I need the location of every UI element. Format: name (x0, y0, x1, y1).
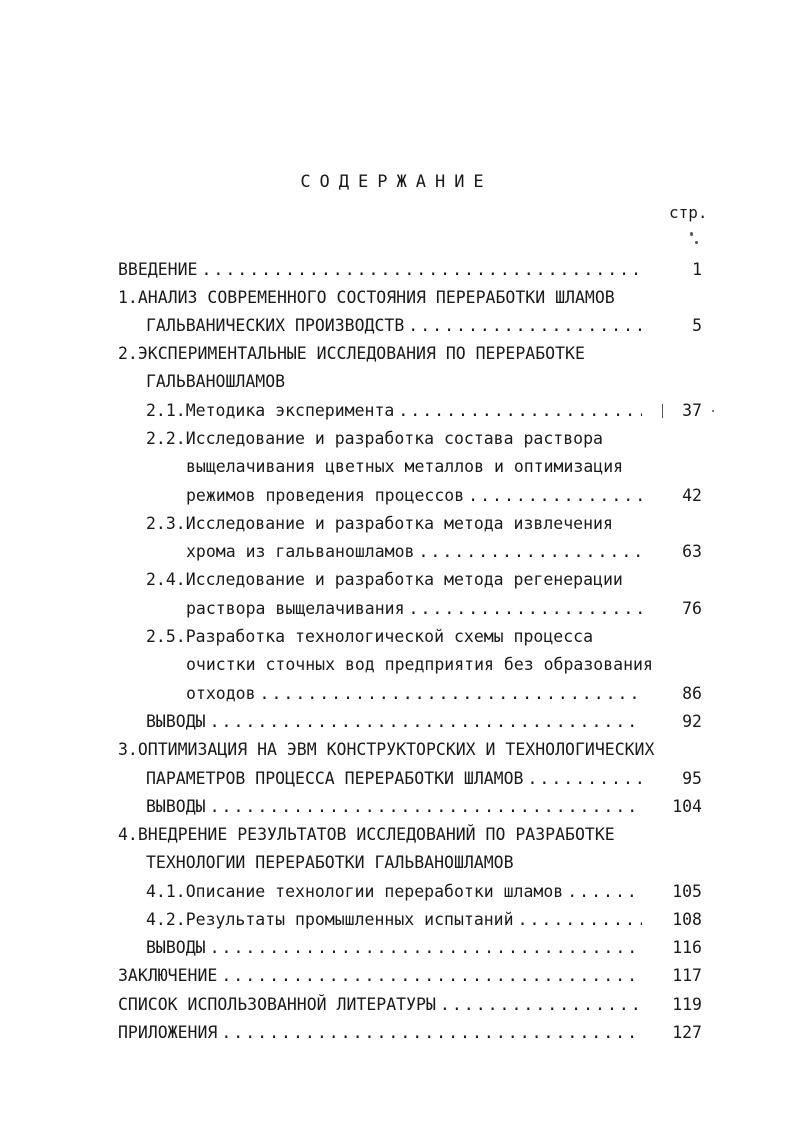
toc-leader-dots (408, 314, 642, 338)
toc-leader-dots (221, 1021, 642, 1045)
toc-entry-title: СПИСОК ИСПОЛЬЗОВАННОЙ ЛИТЕРАТУРЫ (118, 995, 436, 1014)
toc-leader-dots (210, 795, 642, 819)
toc-entry-title: режимов проведения процессов (186, 486, 465, 505)
scan-speck (662, 404, 663, 418)
toc-entry (186, 682, 642, 706)
toc-entry-title: ТЕХНОЛОГИИ ПЕРЕРАБОТКИ ГАЛЬВАНОШЛАМОВ (146, 853, 514, 872)
toc-page-number: 37 (682, 401, 702, 420)
toc-leader-dots (440, 993, 642, 1017)
toc-entry-title: 2.ЭКСПЕРИМЕНТАЛЬНЫЕ ИССЛЕДОВАНИЯ ПО ПЕРЕРАБОТКЕ (118, 344, 585, 363)
toc-entry (146, 568, 660, 592)
toc-page-number: 86 (682, 684, 702, 703)
toc-page-number: 42 (682, 486, 702, 505)
toc-leader-dots (260, 682, 642, 706)
toc-entry-title: ВВЕДЕНИЕ (118, 260, 198, 279)
toc-entry-title: ПАРАМЕТРОВ ПРОЦЕССА ПЕРЕРАБОТКИ ШЛАМОВ (146, 769, 524, 788)
toc-entry-title: ЗАКЛЮЧЕНИЕ (118, 966, 218, 985)
toc-page-number: 108 (672, 910, 702, 929)
toc-entry-title: 2.2.Исследование и разработка состава раствора (146, 429, 603, 448)
toc-page-number: 92 (682, 712, 702, 731)
toc-entry-title: 4.ВНЕДРЕНИЕ РЕЗУЛЬТАТОВ ИССЛЕДОВАНИЙ ПО РАЗРАБОТКЕ (118, 825, 615, 844)
toc-entry-title: ГАЛЬВАНОШЛАМОВ (146, 372, 286, 391)
toc-entry-title: ГАЛЬВАНИЧЕСКИХ ПРОИЗВОДСТВ (146, 316, 405, 335)
toc-entry (186, 455, 660, 479)
toc-leader-dots (210, 710, 642, 734)
toc-entry (118, 738, 660, 762)
toc-entry (146, 880, 642, 904)
toc-entry (118, 964, 642, 988)
toc-page-number: 95 (682, 769, 702, 788)
toc-entry-title: 4.2.Результаты промышленных испытаний (146, 910, 514, 929)
scan-speck (695, 241, 698, 244)
toc-entry-title: 2.4.Исследование и разработка метода регенерации (146, 570, 623, 589)
toc-page-number: 63 (682, 542, 702, 561)
toc-leader-dots (468, 484, 642, 508)
toc-entry (146, 370, 660, 394)
toc-entry (118, 286, 660, 310)
toc-entry (146, 625, 660, 649)
toc-entry (146, 795, 642, 819)
toc-page-number: 119 (672, 995, 702, 1014)
toc-page-number: 117 (672, 966, 702, 985)
toc-leader-dots (210, 936, 642, 960)
toc-entry-title: 3.ОПТИМИЗАЦИЯ НА ЭВМ КОНСТРУКТОРСКИХ И ТЕХНОЛОГИЧЕСКИХ (118, 740, 655, 759)
toc-entry (146, 936, 642, 960)
toc-leader-dots (418, 540, 642, 564)
page-column-label: стр. (669, 203, 708, 222)
toc-entry (146, 314, 642, 338)
toc-entry-title: хрома из гальваношламов (186, 542, 415, 561)
toc-entry-title: раствора выщелачивания (186, 599, 405, 618)
toc-entry-title: отходов (186, 684, 256, 703)
toc-entry (146, 710, 642, 734)
toc-entry (186, 653, 660, 677)
toc-leader-dots (398, 399, 642, 423)
toc-entry-title: 2.5.Разработка технологической схемы процесса (146, 627, 594, 646)
toc-leader-dots (409, 597, 642, 621)
toc-leader-dots (221, 964, 642, 988)
toc-entry-title: 2.1.Методика эксперимента (146, 401, 395, 420)
toc-entry (118, 823, 660, 847)
toc-entry (146, 908, 642, 932)
toc-page-number: 105 (672, 882, 702, 901)
toc-entry-title: выщелачивания цветных металлов и оптимизация (186, 457, 624, 476)
toc-entry-title: очистки сточных вод предприятия без образования (186, 655, 653, 674)
page-title: СОДЕРЖАНИЕ (300, 172, 493, 192)
toc-leader-dots (201, 258, 642, 282)
toc-leader-dots (518, 908, 642, 932)
toc-leader-dots (528, 767, 643, 791)
toc-entry (186, 540, 642, 564)
toc-entry (118, 342, 660, 366)
toc-page-number: 104 (672, 797, 702, 816)
toc-entry (186, 484, 642, 508)
toc-entry-title: 4.1.Описание технологии переработки шламов (146, 882, 564, 901)
toc-entry-title: ВЫВОДЫ (146, 797, 206, 816)
toc-page-number: 5 (692, 316, 702, 335)
toc-entry (146, 767, 642, 791)
toc-entry-title: ВЫВОДЫ (146, 712, 206, 731)
toc-entry (146, 512, 660, 536)
toc-entry (146, 851, 660, 875)
toc-leader-dots (567, 880, 642, 904)
toc-page-number: 76 (682, 599, 702, 618)
toc-entry (118, 993, 642, 1017)
toc-entry (146, 427, 660, 451)
scan-speck (690, 232, 693, 236)
toc-entry-title: 2.3.Исследование и разработка метода извлечения (146, 514, 613, 533)
toc-entry (146, 399, 642, 423)
scan-speck (712, 410, 714, 412)
toc-entry (118, 1021, 642, 1045)
toc-entry (118, 258, 642, 282)
toc-page-number: 116 (672, 938, 702, 957)
toc-entry (186, 597, 642, 621)
toc-entry-title: 1.АНАЛИЗ СОВРЕМЕННОГО СОСТОЯНИЯ ПЕРЕРАБОТКИ ШЛАМОВ (118, 288, 615, 307)
toc-entry-title: ВЫВОДЫ (146, 938, 206, 957)
toc-page-number: 127 (672, 1023, 702, 1042)
toc-page-number: 1 (692, 260, 702, 279)
toc-entry-title: ПРИЛОЖЕНИЯ (118, 1023, 218, 1042)
